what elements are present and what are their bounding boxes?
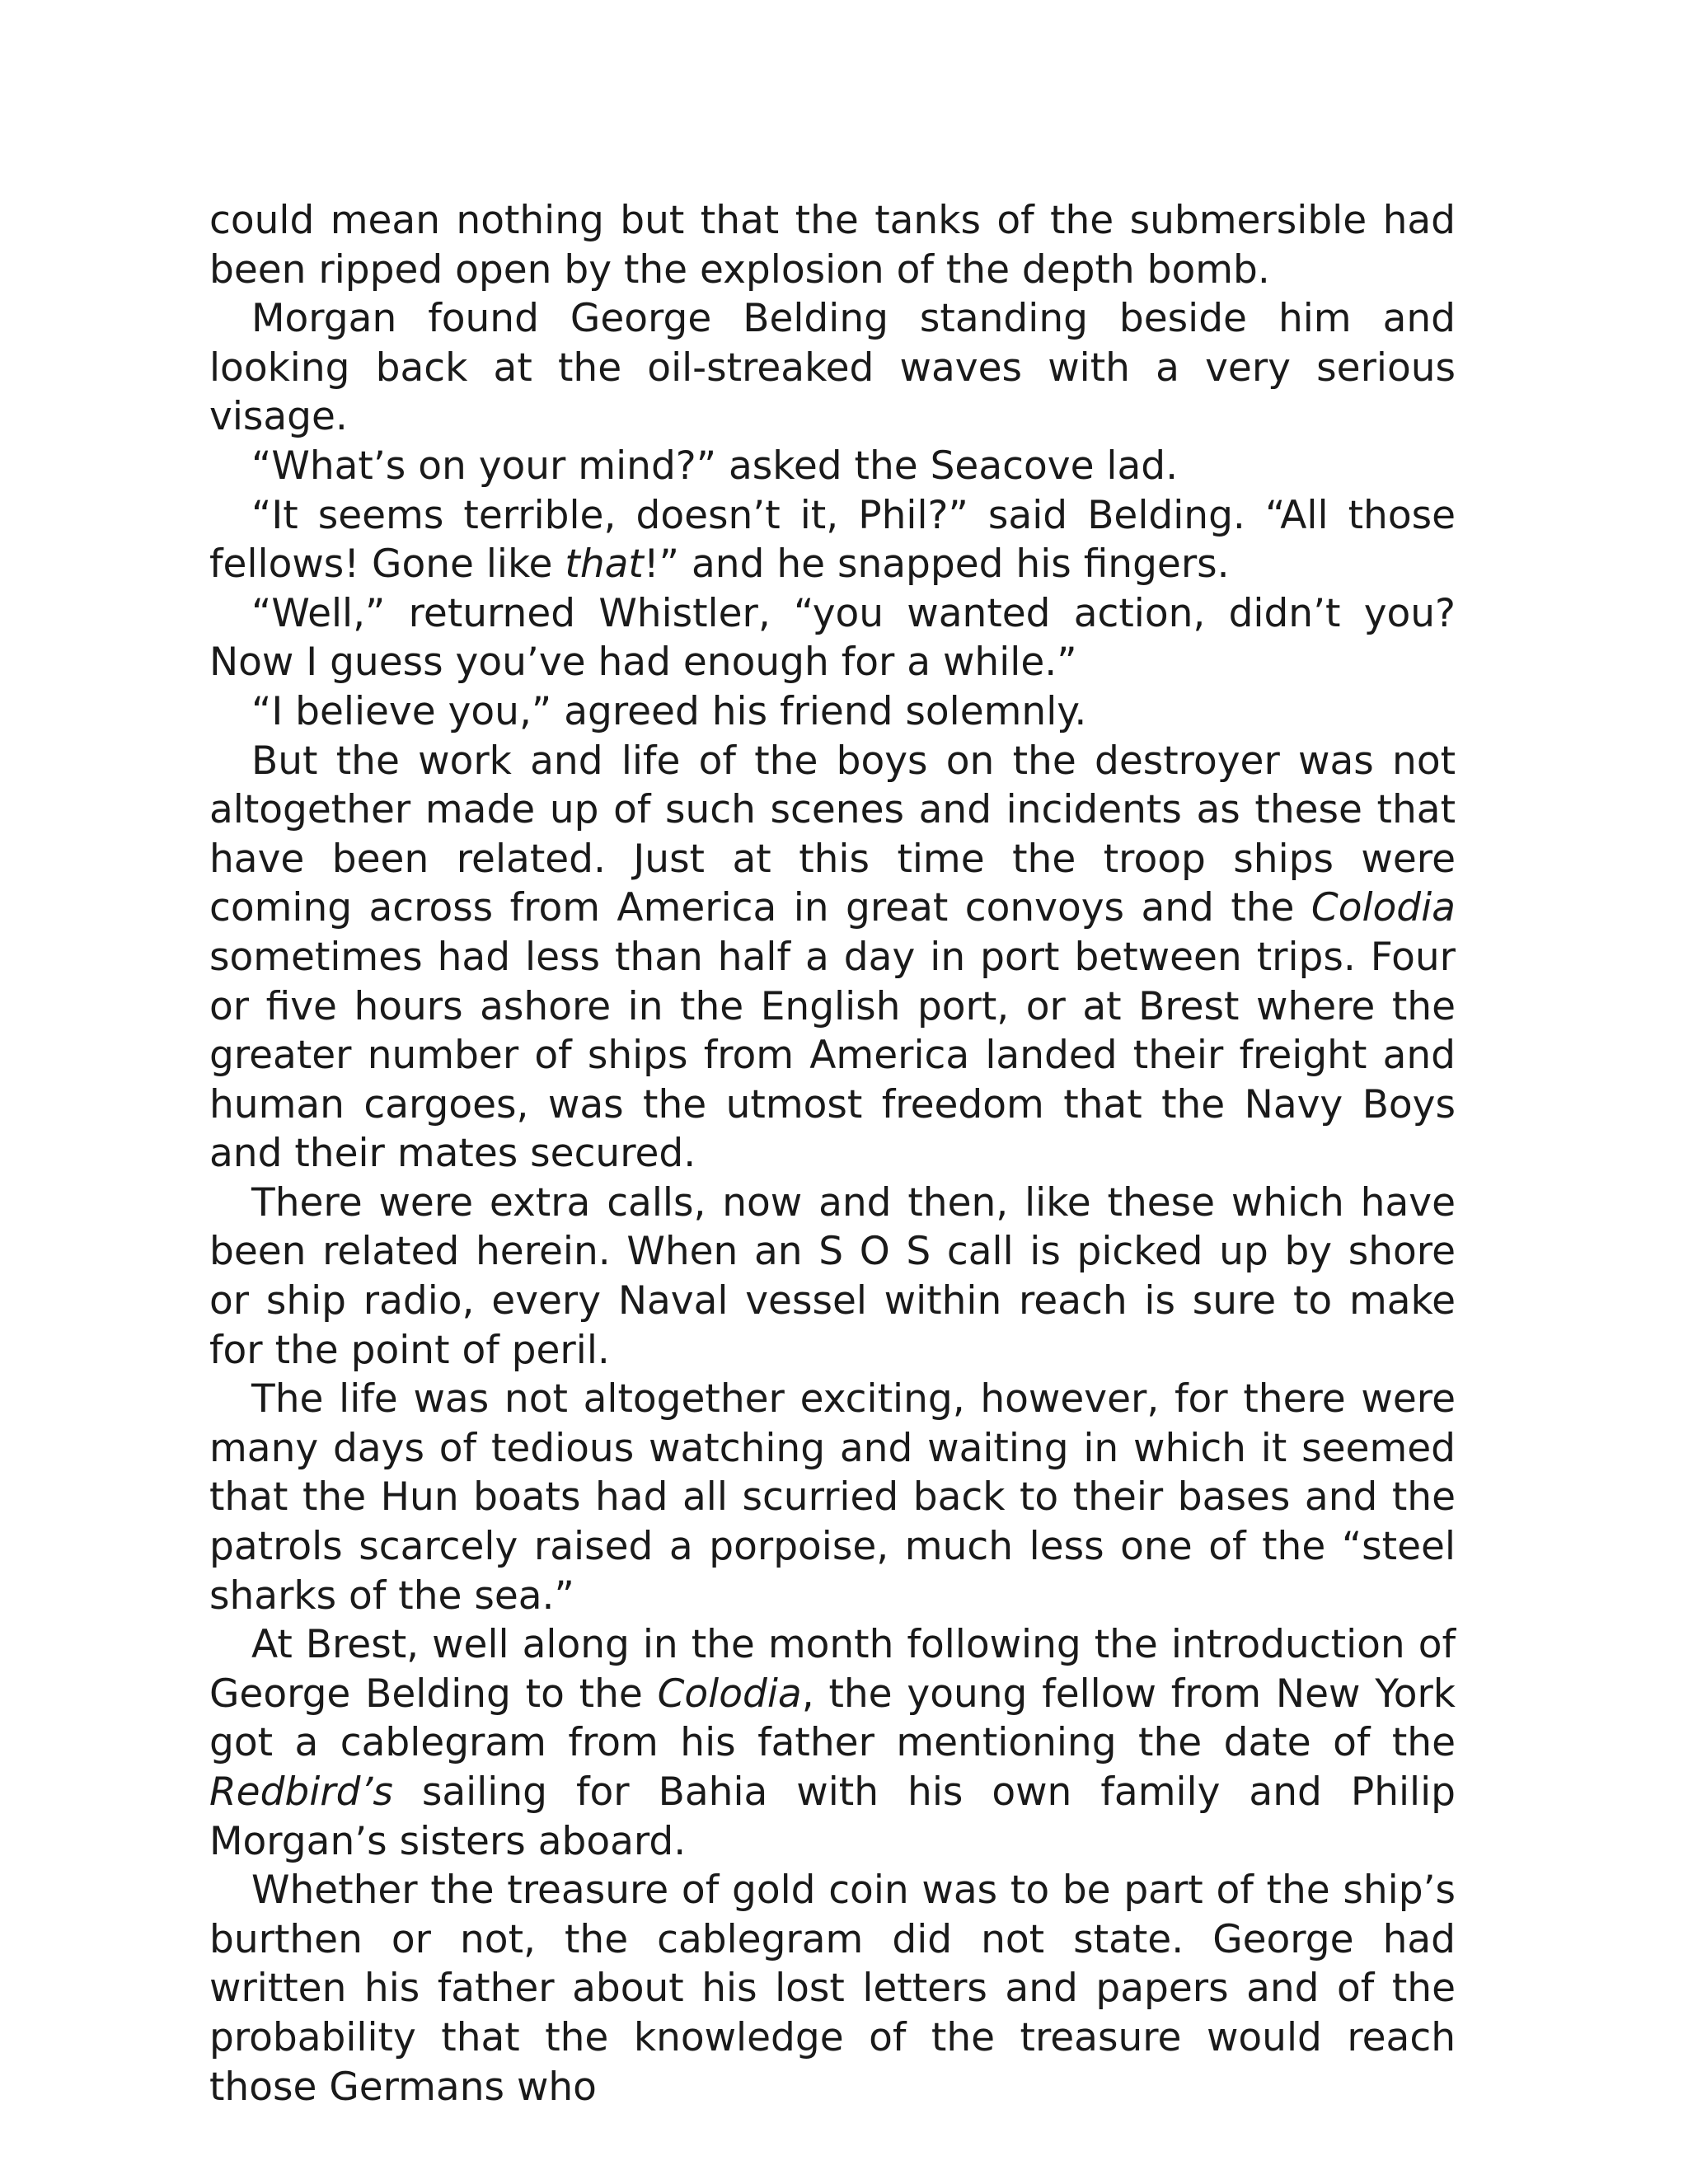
paragraph (209, 294, 1456, 442)
text-run: At Brest, well along in the month following the introduction of George Belding to the (209, 1622, 1456, 1717)
paragraph (209, 491, 1456, 589)
text-run: sometimes had less than half a day in port between trips. Four or five hours ashore in the English port, or at Brest where the greater number of ships from America landed their freight and human cargoes, was the utmost freedom that the Navy Boys and their mates secured. (209, 934, 1456, 1177)
text-run: Morgan found George Belding standing beside him and looking back at the oil-streaked waves with a very serious visage. (209, 296, 1456, 440)
italic-text: Redbird’s (209, 1769, 393, 1815)
text-run: !” and he snapped his fingers. (643, 541, 1230, 588)
text-run: There were extra calls, now and then, like these which have been related herein. When an S O S call is picked up by shore or ship radio, every Naval vessel within reach is sure to make for the point of peril. (209, 1179, 1456, 1373)
text-run: “What’s on your mind?” asked the Seacove lad. (251, 443, 1179, 489)
italic-text: that (565, 541, 644, 588)
text-run: Whether the treasure of gold coin was to be part of the ship’s burthen or not, the cablegram did not state. George had written his father about his lost letters and papers and of the probability that the knowledge of the treasure would reach those Germans who (209, 1868, 1456, 2110)
paragraph (209, 196, 1456, 294)
italic-text: Colodia (1311, 885, 1456, 931)
text-run: The life was not altogether exciting, however, for there were many days of tedious watching and waiting in which it seemed that the Hun boats had all scurried back to their bases and the patrols scarcely raised a porpoise, much less one of the “steel sharks of the sea.” (209, 1376, 1456, 1619)
text-run: “It seems terrible, doesn’t it, Phil?” said Belding. “All those fellows! Gone like (209, 492, 1456, 588)
paragraph (209, 737, 1456, 1179)
paragraph (209, 687, 1456, 737)
paragraph (209, 1375, 1456, 1620)
paragraph (209, 1866, 1456, 2111)
italic-text: Colodia (657, 1671, 802, 1717)
paragraph (209, 1620, 1456, 1866)
text-run: , the young fellow from New York got a cablegram from his father mentioning the date of the (209, 1671, 1456, 1766)
text-run: But the work and life of the boys on the destroyer was not altogether made up of such scenes and incidents as these that have been related. Just at this time the troop ships were coming across from America in great convoys and the (209, 738, 1456, 931)
paragraph (209, 589, 1456, 687)
text-run: could mean nothing but that the tanks of the submersible had been ripped open by the explosion of the depth bomb. (209, 198, 1456, 293)
text-run: “Well,” returned Whistler, “you wanted action, didn’t you? Now I guess you’ve had enough for a while.” (209, 590, 1456, 686)
text-run: sailing for Bahia with his own family and Philip Morgan’s sisters aboard. (209, 1769, 1456, 1864)
page-body (209, 196, 1456, 2111)
text-run: “I believe you,” agreed his friend solemnly. (251, 688, 1087, 734)
paragraph (209, 1179, 1456, 1375)
paragraph (209, 442, 1456, 491)
